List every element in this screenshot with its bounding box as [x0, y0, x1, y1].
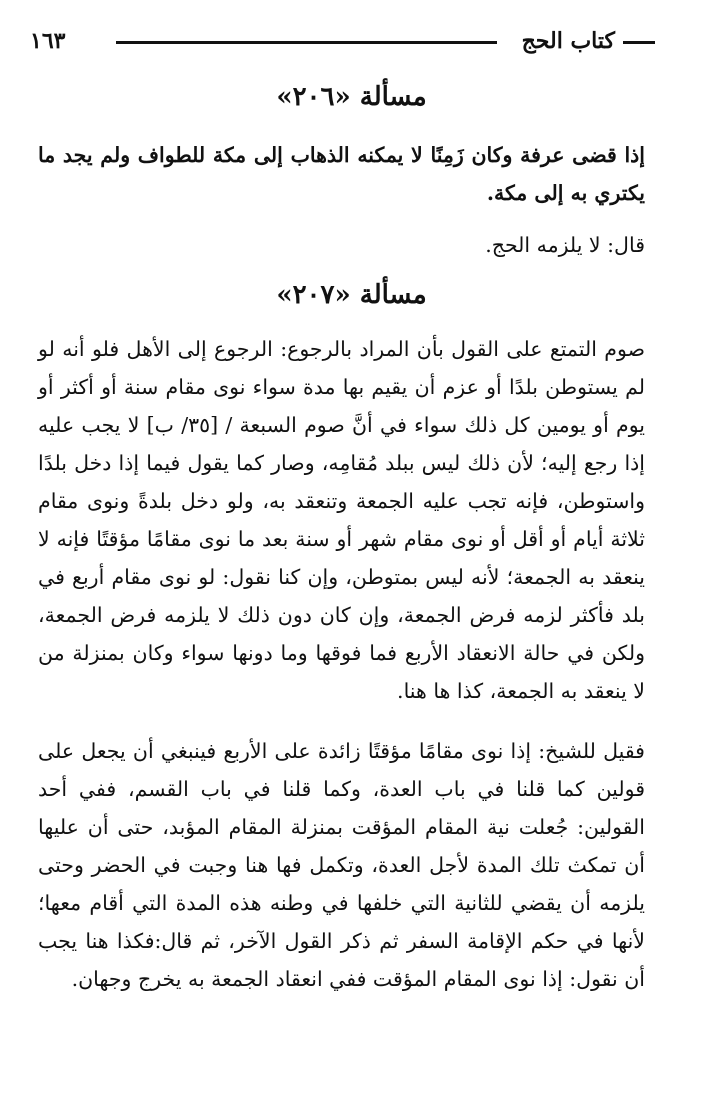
paragraph-207-2: فقيل للشيخ: إذا نوى مقامًا مؤقتًا زائدة على الأربع فينبغي أن يجعل على قولين كما قلنا في باب العدة، وكما قلنا في باب القسم، ففي أحد القولين: جُعلت نية المقام المؤقت بمنزلة المقام المؤبد، حتى أن عليها أن تمكث تلك المدة لأجل العدة، وتكمل فها هنا وجبت في الحضر وحتى يلزمه أن يقضي للثانية التي خلفها في وطنه هذه المدة التي أقام معها؛ لأنها في حكم الإقامة السفر ثم ذكر القول الآخر، ثم قال:فكذا هنا يجب أن نقول: إذا نوى المقام المؤقت ففي انعقاد الجمعة به يخرج وجهان. — [38, 739, 645, 991]
question-206: إذا قضى عرفة وكان زَمِنًا لا يمكنه الذهاب إلى مكة للطواف ولم يجد ما يكتري به إلى مكة. — [38, 143, 645, 205]
header-rule — [116, 41, 497, 44]
page-number: ١٦٣ — [30, 28, 66, 54]
page-header — [30, 26, 655, 56]
section-heading-206: مسألة «٢٠٦» — [276, 82, 427, 112]
book-title: كتاب الحج — [521, 28, 615, 54]
answer-206: قال: لا يلزمه الحج. — [485, 233, 645, 257]
section-heading-207: مسألة «٢٠٧» — [276, 280, 427, 310]
header-rule-short — [623, 41, 655, 44]
paragraph-207-1: صوم التمتع على القول بأن المراد بالرجوع: الرجوع إلى الأهل فلو أنه لو لم يستوطن بلدًا أو عزم أن يقيم بها مدة سواء نوى مقام سنة أو أكثر أو يوم أو يومين كل ذلك سواء في أنَّ صوم السبعة / [٣٥/ ب] لا يجب عليه إذا رجع إليه؛ لأن ذلك ليس ببلد مُقامِه، وصار كما يقول فيما إذا دخل بلدًا واستوطن، فإنه تجب عليه الجمعة وتنعقد به، ولو دخل بلدةً ونوى مقام ثلاثة أيام أو أقل أو نوى مقام شهر أو سنة بعد ما نوى مقامًا مؤقتًا فإنه لا ينعقد به الجمعة؛ لأنه ليس بمتوطن، وإن كنا نقول: لو نوى مقام أربع في بلد فأكثر لزمه فرض الجمعة، وإن كان دون ذلك لا يلزمه فرض الجمعة، ولكن في حالة الانعقاد الأربع فما فوقها وما دونها سواء وكان بمنزلة من لا ينعقد به الجمعة، كذا ها هنا. — [38, 337, 645, 703]
